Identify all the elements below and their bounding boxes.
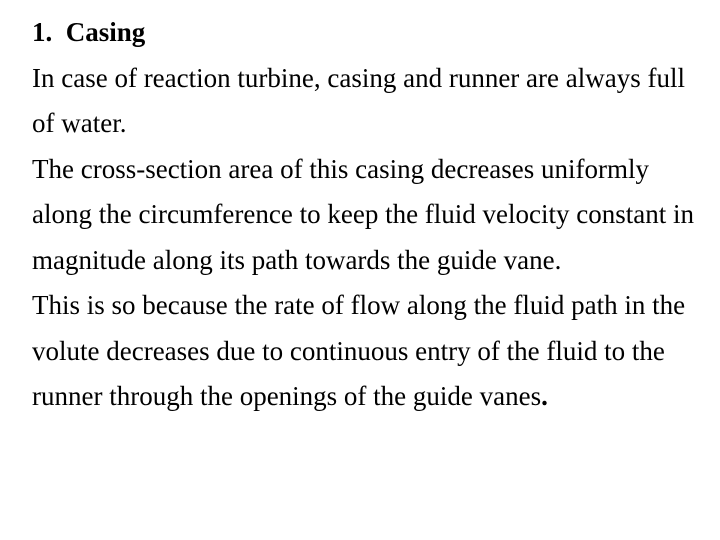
- final-period: .: [541, 381, 548, 411]
- section-heading: 1. Casing: [32, 17, 146, 47]
- paragraph-casing-full: In case of reaction turbine, casing and runner are always full of water.: [32, 62, 685, 138]
- paragraph-flow-rate: [32, 283, 702, 420]
- paragraph-flow-rate-text: This is so because the rate of flow along the fluid path in the volute decreases due to continuous entry of the fluid to the runner through the openings of the guide vanes: [32, 290, 686, 411]
- slide-content: [32, 10, 702, 420]
- paragraph-cross-section: The cross-section area of this casing decreases uniformly along the circumference to keep the fluid velocity constant in magnitude along its path towards the guide vane.: [32, 153, 695, 275]
